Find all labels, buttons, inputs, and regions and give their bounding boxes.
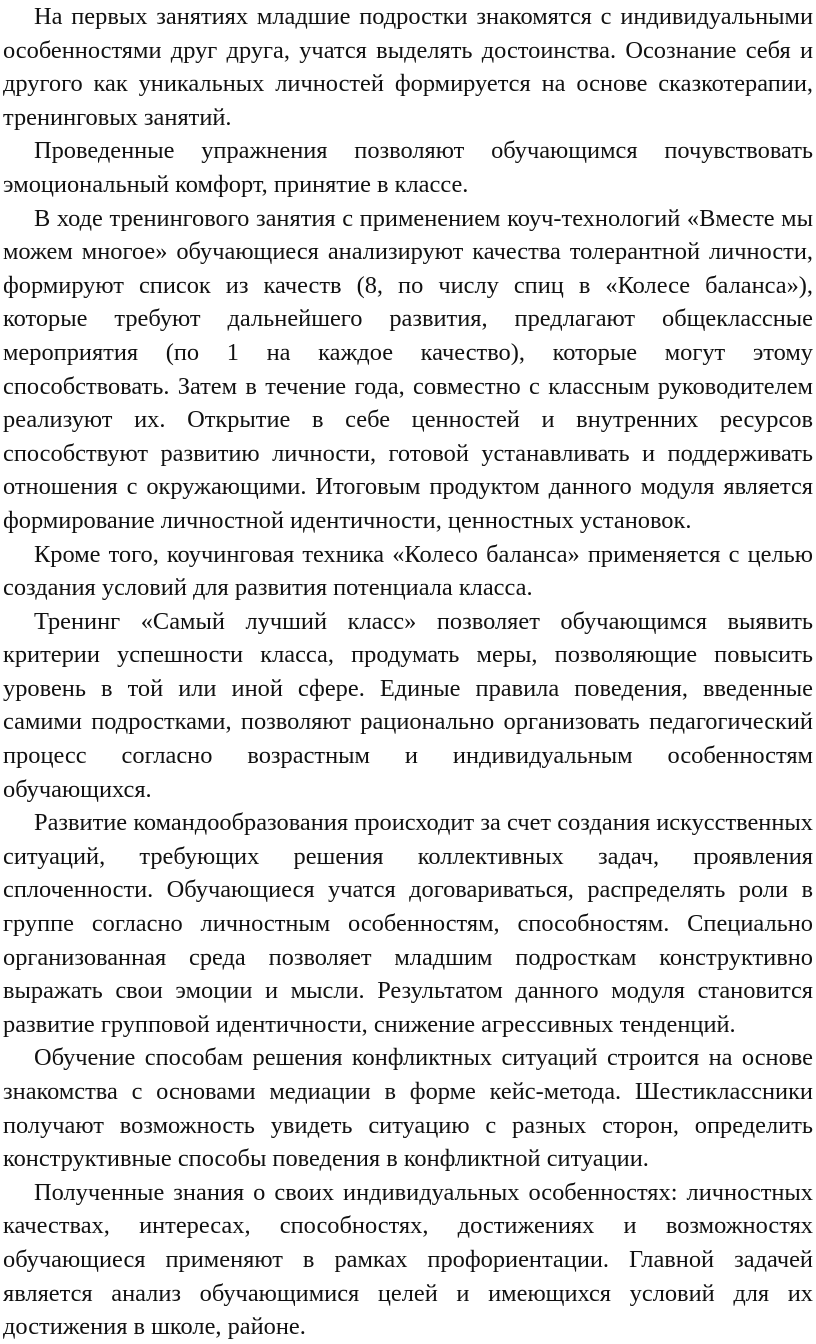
paragraph-2: Проведенные упражнения позволяют обучающимся почувствовать эмоциональный комфорт, принятие в классе.	[3, 137, 813, 198]
paragraph-4: Кроме того, коучинговая техника «Колесо баланса» применяется с целью создания условий для развития потенциала класса.	[3, 540, 813, 602]
paragraph-3: В ходе тренингового занятия с применением коуч-технологий «Вместе мы можем многое» обучающиеся анализируют качества толерантной личности, формируют список из качеств (8, по числу спиц в «Колесе баланса»), которые требуют дальнейшего развития, предлагают общеклассные мероприятия (по 1 на каждое качество), которые могут этому способствовать. Затем в течение года, совместно с классным руководителем реализуют их. Открытие в себе ценностей и внутренних ресурсов способствуют развитию личности, готовой устанавливать и поддерживать отношения с окружающими. Итоговым продуктом данного модуля является формирование личностной идентичности, ценностных установок.	[3, 204, 813, 534]
paragraph-7: Обучение способам решения конфликтных ситуаций строится на основе знакомства с основами медиации в форме кейс-метода. Шестиклассники получают возможность увидеть ситуацию с разных сторон, определить конструктивные способы поведения в конфликтной ситуации.	[3, 1044, 813, 1173]
paragraph-6: Развитие командообразования происходит за счет создания искусственных ситуаций, требующих решения коллективных задач, проявления сплоченности. Обучающиеся учатся договариваться, распределять роли в группе согласно личностным особенностям, способностям. Специально организованная среда позволяет младшим подросткам конструктивно выражать свои эмоции и мысли. Результатом данного модуля становится развитие групповой идентичности, снижение агрессивных тенденций.	[3, 809, 813, 1038]
paragraph-5: Тренинг «Самый лучший класс» позволяет обучающимся выявить критерии успешности класса, продумать меры, позволяющие повысить уровень в той или иной сфере. Единые правила поведения, введенные самими подростками, позволяют рационально организовать педагогический процесс согласно возрастным и индивидуальным особенностям обучающихся.	[3, 607, 813, 803]
paragraph-8: Полученные знания о своих индивидуальных особенностях: личностных качествах, интересах, способностях, достижениях и возможностях обучающиеся применяют в рамках профориентации. Главной задачей является анализ обучающимися целей и имеющихся условий для их достижения в школе, районе.	[3, 1178, 813, 1341]
paragraph-1: На первых занятиях младшие подростки знакомятся с индивидуальными особенностями друг друга, учатся выделять достоинства. Осознание себя и другого как уникальных личностей формируется на основе сказкотерапии, тренинговых занятий.	[3, 3, 813, 131]
